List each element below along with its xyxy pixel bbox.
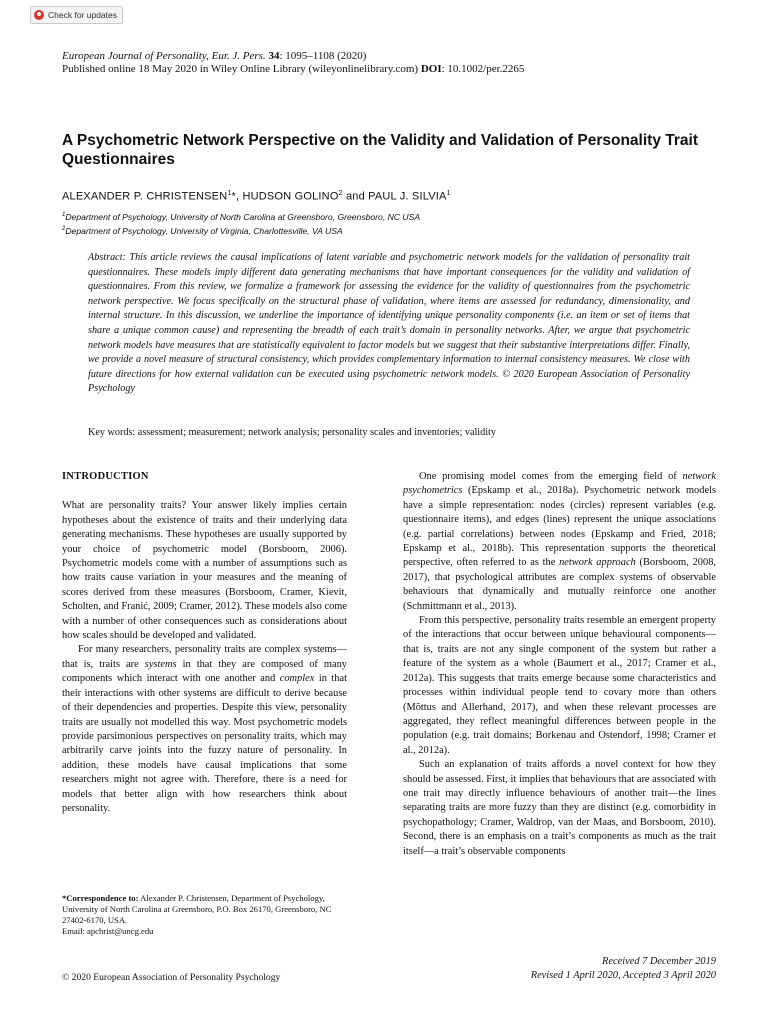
footnote-body: Alexander P. Christensen, Department of Psychology, University of North Carolina at Greensboro, P.O. Box 26170, Greensboro, NC 27402-6170, USA. [62,893,332,925]
footnote-label: *Correspondence to: [62,893,139,903]
text-run: One promising model comes from the emerging field of [419,471,683,482]
abstract: Abstract: This article reviews the causal implications of latent variable and psychometric network models for the validation of personality trait questionnaires. These models imply different data generating mechanisms that have important consequences for the validity and validation of questionnaires. From this review, we formalize a framework for assessing the evidence for the validity of questionnaires from the psychometric network perspective. We focus specifically on the structural phase of validation, where items are assessed for redundancy, dimensionality, and internal structure. In this discussion, we underline the importance of identifying unique personality components (i.e. an item or set of items that share a unique common cause) and representing the breadth of each trait’s domain in personality networks. After, we argue that psychometric network models have measures that are statistically equivalent to factor models but we suggest that their substantive interpretations differ. Finally, we provide a novel measure of structural consistency, which provides complementary information to internal consistency measures. We close with future directions for how external validation can be executed using psychometric network models. © 2020 European Association of Personality Psychology [88,252,690,395]
publication-info [62,63,524,76]
author-list [62,190,451,203]
doi-link[interactable]: : 10.1002/per.2265 [441,63,525,75]
journal-name: European Journal of Personality, Eur. J. Pers. [62,50,266,62]
paragraph: Such an explanation of traits affords a novel context for how they should be assessed. First, it implies that behaviours that are associated with one trait may directly influence behaviours of another trait—the lines separating traits are more fuzzy than they are distinct (e.g. comorbidity in psychopathology; Cramer, Waldrop, van der Maas, and Borsboom, 2010). Second, there is an emphasis on a trait’s components as much as the trait itself—a trait’s observable components [403,759,716,857]
doi-label: DOI [420,63,442,75]
text-run: in that they are composed of many components which interact with one another and [62,658,347,685]
affiliation-mark: 1 [62,212,66,218]
affiliation-item [62,209,420,223]
correspondence-footnote [62,893,352,937]
section-heading-introduction: INTRODUCTION [62,471,149,482]
author-name: ALEXANDER P. CHRISTENSEN [62,190,228,203]
paragraph: What are personality traits? Your answer likely implies certain hypotheses about the existence of traits and their underlying data generating mechanisms. These hypotheses are usually supported by your choice of psychometric model (Borsboom, 2006). Psychometric models come with a number of assumptions such as how traits cause variation in your measures and the meaning of scores derived from these measures (Borsboom, Cramer, Kievit, Scholten, and Franić, 2009; Cramer, 2012). These models also come with a number of other consequences such as considerations about how scales should be developed and validated. [62,500,347,642]
check-updates-icon [34,10,44,20]
affiliations [62,209,420,237]
journal-pages: : 1095–1108 (2020) [279,50,367,62]
journal-volume: 34 [268,50,280,62]
right-column [403,470,716,859]
author-affiliation-mark: 2 [338,190,343,197]
text-run: (Epskamp et al., 2018a). Psychometric network models have a simple representation: nodes (circles) represent variables (e.g. questionnaire items), and edges (lines) represent the unique associations (e.g. partial correlations) between nodes (Epskamp and Fried, 2018; Epskamp et al., 2018b). This representation supports the theoretical perspective, often referred to as the [403,485,716,569]
emphasis-complex: complex [279,673,315,685]
journal-header [62,50,524,76]
published-line: Published online 18 May 2020 in Wiley Online Library (wileyonlinelibrary.com) [62,63,419,75]
affiliation-text: Department of Psychology, University of North Carolina at Greensboro, Greensboro, NC USA [65,211,421,222]
check-for-updates-button[interactable] [30,6,123,24]
emphasis-network-psychometrics: network psychometrics [403,471,716,497]
affiliation-item [62,223,420,237]
copyright-notice: © 2020 European Association of Personality Psychology [62,972,281,983]
author-name: PAUL J. SILVIA [368,190,447,203]
journal-citation [62,50,524,63]
emphasis-network-approach: network approach [559,557,636,569]
author-separator: and [342,190,369,203]
received-line: Received 7 December 2019 [602,956,716,967]
corresponding-mark: *, [231,190,243,203]
check-for-updates-label: Check for updates [48,10,117,20]
revised-accepted-line: Revised 1 April 2020, Accepted 3 April 2020 [530,970,716,981]
paragraph: From this perspective, personality traits resemble an emergent property of the interactions that occur between unique behavioural components—that is, traits are not any single component of the system but rather a feature of the system as a whole (Baumert et al., 2017; Cramer et al., 2012a). This suggests that traits emerge because some characteristics and processes within individual people tend to covary more than others (Mõttus and Allerhand, 2017), and when these relevant processes are aggregated, they reflect meaningful differences between people in the population (e.g. trait domains; Borkenau and Ostendorf, 1998; Cramer et al., 2012a). [403,615,716,756]
footnote-email[interactable]: Email: apchrist@uncg.edu [62,926,154,936]
affiliation-mark: 2 [62,225,66,232]
left-column [62,470,347,816]
text-run: (Borsboom, 2008, 2017), that psychological attributes are complex systems of observable behaviours that dynamically and mutually reinforce one another (Schmittmann et al., 2013). [403,557,716,612]
text-run: in that their interactions with other systems are difficult to derive because of their dependencies and properties. Despite this view, personality traits are usually not modelled this way. Most psychometric models provide parsimonious perspectives on personality traits, which may arbitrarily carve joints into the fuzzy nature of personality. In addition, these models have causal implications that some researchers might not agree with. Therefore, there is a need for models that better align with how researchers think about personality. [62,673,347,814]
emphasis-systems: systems [144,658,177,670]
keywords: Key words: assessment; measurement; network analysis; personality scales and inventories; validity [88,427,496,438]
article-title: A Psychometric Network Perspective on the Validity and Validation of Personality Trait Questionnaires [62,132,698,168]
paragraph [403,470,716,614]
author-affiliation-mark: 1 [227,190,232,197]
paragraph [62,643,347,816]
text-run: For many researchers, personality traits are complex systems—that is, traits are [62,644,347,670]
footnote-text [62,893,352,926]
author-name: HUDSON GOLINO [242,190,339,203]
author-affiliation-mark: 1 [446,190,451,197]
affiliation-text: Department of Psychology, University of Virginia, Charlottesville, VA USA [65,225,343,236]
received-dates [531,955,716,983]
